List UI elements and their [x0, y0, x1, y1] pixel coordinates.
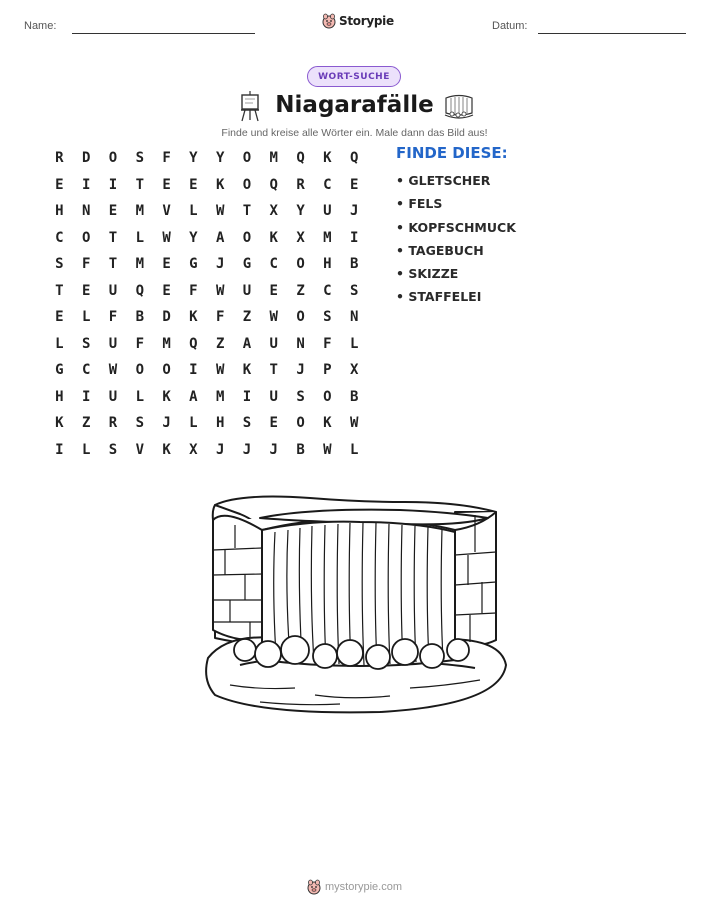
grid-letter[interactable]: I — [242, 388, 252, 405]
grid-letter[interactable]: R — [55, 150, 64, 166]
grid-letter[interactable]: V — [162, 203, 171, 219]
grid-letter[interactable]: O — [162, 362, 171, 378]
pig-mascot-icon — [322, 13, 336, 29]
grid-letter[interactable]: Z — [81, 415, 91, 431]
grid-letter[interactable]: U — [108, 388, 118, 405]
grid-letter[interactable]: F — [323, 335, 332, 352]
grid-letter[interactable]: A — [215, 229, 225, 246]
grid-letter[interactable]: X — [269, 203, 278, 219]
grid-letter[interactable]: S — [135, 150, 144, 166]
grid-letter[interactable]: N — [296, 335, 305, 352]
grid-letter[interactable]: N — [81, 203, 91, 219]
grid-letter[interactable]: K — [55, 415, 64, 431]
name-line[interactable] — [72, 33, 255, 34]
grid-letter[interactable]: Q — [135, 282, 144, 299]
grid-letter[interactable]: O — [242, 176, 252, 193]
word-list-title: FINDE DIESE: — [396, 144, 508, 162]
grid-letter[interactable]: E — [162, 282, 171, 299]
grid-letter[interactable]: J — [215, 256, 225, 272]
word-list-item: • TAGEBUCH — [396, 242, 484, 258]
grid-row — [46, 172, 368, 199]
grid-letter[interactable]: F — [215, 309, 225, 325]
word-list — [396, 170, 516, 310]
grid-letter[interactable]: W — [269, 309, 278, 325]
grid-letter[interactable]: K — [323, 150, 332, 166]
grid-letter[interactable]: S — [296, 388, 305, 405]
grid-letter[interactable]: E — [189, 176, 198, 193]
grid-letter[interactable]: A — [242, 335, 252, 352]
word-list-item: • STAFFELEI — [396, 289, 482, 305]
grid-letter[interactable]: F — [81, 256, 91, 272]
grid-letter[interactable]: X — [189, 441, 198, 458]
grid-letter[interactable]: H — [215, 415, 225, 431]
grid-letter[interactable]: Z — [296, 282, 305, 299]
grid-letter[interactable]: E — [349, 176, 359, 193]
grid-letter[interactable]: Y — [189, 150, 198, 166]
grid-letter[interactable]: U — [242, 282, 252, 299]
grid-letter[interactable]: H — [55, 388, 64, 405]
grid-row — [46, 304, 368, 331]
grid-letter[interactable]: X — [349, 362, 359, 378]
grid-letter[interactable]: C — [323, 282, 332, 299]
word-list-item: • FELS — [396, 196, 443, 212]
pig-mascot-icon — [307, 879, 321, 895]
grid-letter[interactable]: W — [349, 415, 359, 431]
date-line[interactable] — [538, 33, 686, 34]
grid-letter[interactable]: T — [269, 362, 278, 378]
grid-letter[interactable]: Q — [349, 150, 359, 166]
grid-letter[interactable]: S — [242, 415, 252, 431]
grid-letter[interactable]: S — [108, 441, 118, 458]
grid-letter[interactable]: F — [189, 282, 198, 299]
brand-logo — [322, 13, 394, 29]
grid-letter[interactable]: E — [162, 176, 171, 193]
grid-letter[interactable]: G — [242, 256, 252, 272]
grid-letter[interactable]: J — [215, 441, 225, 458]
grid-letter[interactable]: S — [349, 282, 359, 299]
grid-letter[interactable]: J — [162, 415, 171, 431]
word-list-item: • SKIZZE — [396, 266, 459, 282]
date-label: Datum: — [492, 20, 528, 32]
grid-letter[interactable]: S — [323, 309, 332, 325]
grid-letter[interactable]: G — [55, 362, 64, 378]
grid-letter[interactable]: O — [296, 415, 305, 431]
grid-letter[interactable]: K — [215, 176, 225, 193]
grid-letter[interactable]: V — [135, 441, 144, 458]
grid-letter[interactable]: F — [135, 335, 144, 352]
grid-letter[interactable]: F — [162, 150, 171, 166]
worksheet-type-badge: WORT-SUCHE — [307, 66, 401, 87]
grid-letter[interactable]: O — [81, 229, 91, 246]
grid-letter[interactable]: L — [349, 335, 359, 352]
grid-letter[interactable]: E — [55, 309, 64, 325]
grid-letter[interactable]: N — [349, 309, 359, 325]
waterfall-icon — [443, 93, 475, 121]
grid-letter[interactable]: T — [108, 256, 118, 272]
grid-letter[interactable]: T — [135, 176, 144, 193]
grid-row — [46, 410, 368, 437]
grid-letter[interactable]: T — [242, 203, 252, 219]
grid-letter[interactable]: E — [81, 282, 91, 299]
grid-row — [46, 145, 368, 172]
grid-letter[interactable]: B — [349, 256, 359, 272]
grid-letter[interactable]: I — [349, 229, 359, 246]
grid-letter[interactable]: M — [269, 150, 278, 166]
grid-letter[interactable]: D — [162, 309, 171, 325]
grid-letter[interactable]: M — [162, 335, 171, 352]
grid-letter[interactable]: H — [55, 203, 64, 219]
word-list-item: • GLETSCHER — [396, 173, 491, 188]
word-list-item: • KOPFSCHMUCK — [396, 219, 516, 235]
grid-letter[interactable]: K — [162, 441, 171, 458]
grid-letter[interactable]: O — [108, 150, 118, 166]
brand-name: Storypie — [339, 14, 394, 28]
grid-letter[interactable]: R — [296, 176, 305, 193]
grid-letter[interactable]: O — [242, 150, 252, 166]
grid-letter[interactable]: J — [296, 362, 305, 378]
grid-letter[interactable]: Z — [242, 309, 252, 325]
grid-row — [46, 357, 368, 384]
grid-letter[interactable]: C — [81, 362, 91, 378]
grid-letter[interactable]: Y — [215, 150, 225, 166]
grid-letter[interactable]: G — [189, 256, 198, 272]
grid-letter[interactable]: C — [55, 229, 64, 246]
grid-letter[interactable]: H — [323, 256, 332, 272]
grid-letter[interactable]: Q — [296, 150, 305, 166]
grid-letter[interactable]: W — [162, 229, 171, 246]
grid-letter[interactable]: E — [162, 256, 171, 272]
grid-letter[interactable]: Y — [296, 203, 305, 219]
grid-letter[interactable]: W — [215, 203, 225, 219]
grid-letter[interactable]: W — [108, 362, 118, 378]
grid-letter[interactable]: M — [135, 256, 144, 272]
grid-row — [46, 437, 368, 464]
grid-letter[interactable]: B — [296, 441, 305, 458]
grid-letter[interactable]: M — [215, 388, 225, 405]
grid-letter[interactable]: Q — [189, 335, 198, 352]
grid-letter[interactable]: U — [323, 203, 332, 219]
grid-letter[interactable]: J — [269, 441, 278, 458]
word-search-grid[interactable] — [46, 145, 368, 463]
grid-letter[interactable]: I — [81, 176, 91, 193]
grid-letter[interactable]: K — [189, 309, 198, 325]
grid-letter[interactable]: C — [323, 176, 332, 193]
grid-letter[interactable]: Z — [215, 335, 225, 352]
grid-letter[interactable]: F — [108, 309, 118, 325]
grid-letter[interactable]: E — [55, 176, 64, 193]
grid-letter[interactable]: O — [296, 256, 305, 272]
grid-row — [46, 225, 368, 252]
grid-letter[interactable]: X — [296, 229, 305, 246]
grid-letter[interactable]: J — [349, 203, 359, 219]
grid-letter[interactable]: K — [242, 362, 252, 378]
grid-letter[interactable]: T — [55, 282, 64, 299]
grid-letter[interactable]: B — [135, 309, 144, 325]
page-title: Niagarafälle — [275, 92, 434, 118]
grid-letter[interactable]: O — [296, 309, 305, 325]
grid-letter[interactable]: U — [108, 282, 118, 299]
grid-letter[interactable]: K — [323, 415, 332, 431]
grid-letter[interactable]: K — [269, 229, 278, 246]
grid-letter[interactable]: B — [349, 388, 359, 405]
grid-letter[interactable]: I — [81, 388, 91, 405]
grid-letter[interactable]: A — [189, 388, 198, 405]
grid-letter[interactable]: O — [323, 388, 332, 405]
footer-url[interactable]: mystorypie.com — [325, 881, 403, 893]
grid-letter[interactable]: R — [108, 415, 118, 431]
name-label: Name: — [24, 20, 57, 32]
grid-letter[interactable]: U — [108, 335, 118, 352]
grid-row — [46, 198, 368, 225]
grid-letter[interactable]: P — [323, 362, 332, 378]
grid-letter[interactable]: J — [242, 441, 252, 458]
grid-letter[interactable]: M — [323, 229, 332, 246]
grid-letter[interactable]: L — [189, 415, 198, 431]
grid-letter[interactable]: L — [135, 229, 144, 246]
grid-letter[interactable]: S — [81, 335, 91, 352]
grid-letter[interactable]: I — [55, 441, 64, 458]
grid-letter[interactable]: O — [242, 229, 252, 246]
grid-letter[interactable]: U — [269, 388, 278, 405]
grid-letter[interactable]: T — [108, 229, 118, 246]
grid-letter[interactable]: L — [81, 441, 91, 458]
grid-row — [46, 251, 368, 278]
grid-letter[interactable]: I — [108, 176, 118, 193]
grid-letter[interactable]: W — [323, 441, 332, 458]
grid-row — [46, 384, 368, 411]
instructions: Finde und kreise alle Wörter ein. Male dann das Bild aus! — [221, 127, 488, 139]
grid-letter[interactable]: M — [135, 203, 144, 219]
grid-row — [46, 331, 368, 358]
grid-letter[interactable]: C — [269, 256, 278, 272]
grid-letter[interactable]: O — [135, 362, 144, 378]
grid-letter[interactable]: Y — [189, 229, 198, 246]
grid-letter[interactable]: W — [215, 362, 225, 378]
grid-letter[interactable]: Q — [269, 176, 278, 193]
grid-letter[interactable]: W — [215, 282, 225, 299]
grid-letter[interactable]: L — [55, 335, 64, 352]
grid-letter[interactable]: S — [55, 256, 64, 272]
grid-letter[interactable]: L — [349, 441, 359, 458]
grid-letter[interactable]: E — [108, 203, 118, 219]
grid-letter[interactable]: E — [269, 415, 278, 431]
grid-letter[interactable]: D — [81, 150, 91, 166]
grid-letter[interactable]: L — [81, 309, 91, 325]
grid-row — [46, 278, 368, 305]
grid-letter[interactable]: S — [135, 415, 144, 431]
grid-letter[interactable]: U — [269, 335, 278, 352]
waterfall-illustration[interactable] — [200, 490, 510, 722]
grid-letter[interactable]: L — [135, 388, 144, 405]
footer — [307, 879, 402, 895]
grid-letter[interactable]: E — [269, 282, 278, 299]
grid-letter[interactable]: K — [162, 388, 171, 405]
grid-letter[interactable]: I — [189, 362, 198, 378]
grid-letter[interactable]: L — [189, 203, 198, 219]
